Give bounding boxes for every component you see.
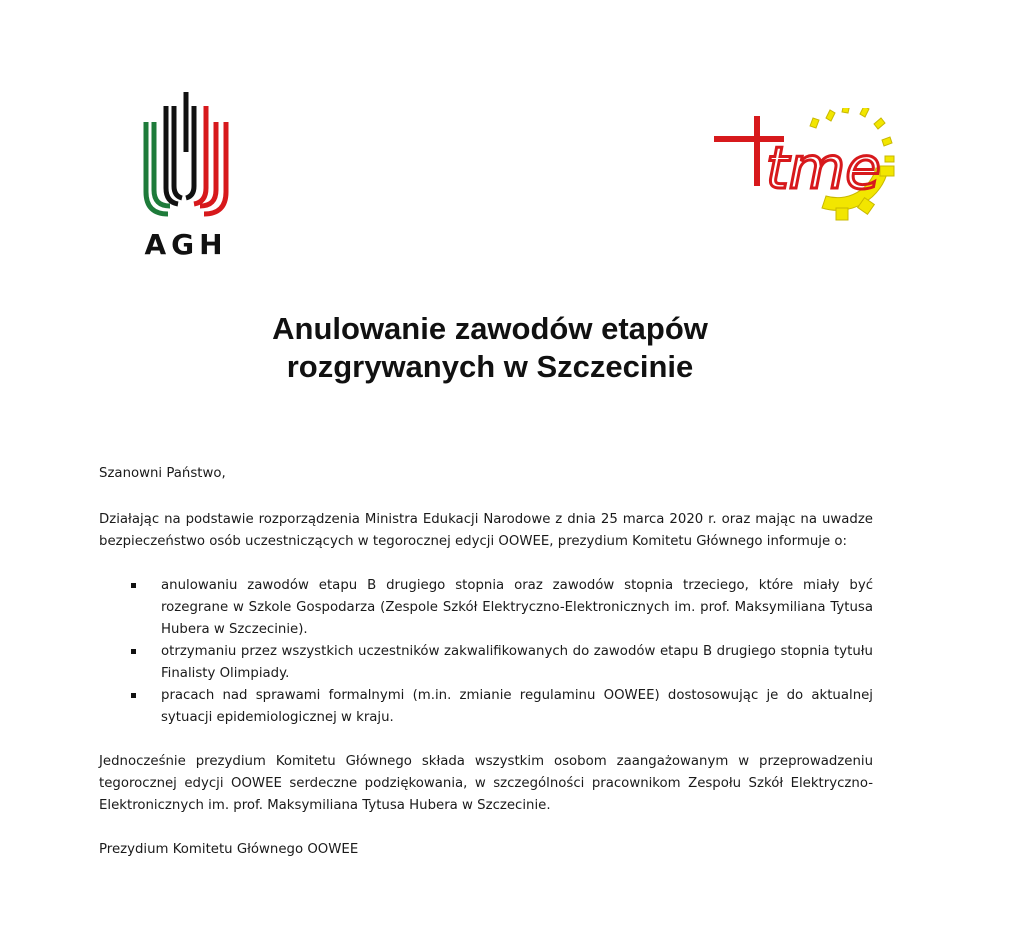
list-item xyxy=(99,641,873,685)
bullet-list xyxy=(99,575,873,729)
list-item xyxy=(99,575,873,641)
bullet-icon xyxy=(131,583,136,588)
tme-logo-icon xyxy=(710,108,900,228)
bullet-icon xyxy=(131,693,136,698)
list-item xyxy=(99,685,873,729)
salutation: Szanowni Państwo, xyxy=(99,466,226,481)
intro-paragraph: Działając na podstawie rozporządzenia Ministra Edukacji Narodowe z dnia 25 marca 2020 r. oraz mając na uwadze bezpieczeństwo osób uczestniczących w tegorocznej edycji OOWEE, prezydium Komitetu Głównego informuje o: xyxy=(99,512,873,549)
agh-logo-stripes-icon xyxy=(138,92,234,222)
page-title xyxy=(180,310,800,386)
list-item-text: otrzymaniu przez wszystkich uczestników zakwalifikowanych do zawodów etapu B drugiego stopnia tytułu Finalisty Olimpiady. xyxy=(161,644,873,681)
thanks-paragraph: Jednocześnie prezydium Komitetu Głównego składa wszystkim osobom zaangażowanym w przeprowadzeniu tegorocznej edycji OOWEE serdeczne podziękowania, w szczególności pracownikom Zespołu Szkół Elektryczno-Elektronicznych im. prof. Maksymiliana Tytusa Hubera w Szczecinie. xyxy=(99,754,873,813)
tme-logo xyxy=(710,108,900,228)
list-item-text: pracach nad sprawami formalnymi (m.in. zmianie regulaminu OOWEE) dostosowując je do aktualnej sytuacji epidemiologicznej w kraju. xyxy=(161,688,873,725)
letter-body xyxy=(99,463,873,861)
title-line-2: rozgrywanych w Szczecinie xyxy=(286,349,694,384)
agh-logo-text: AGH xyxy=(144,228,228,261)
tme-logo-text: tme xyxy=(766,134,881,202)
bullet-icon xyxy=(131,649,136,654)
agh-logo xyxy=(138,92,234,264)
signature: Prezydium Komitetu Głównego OOWEE xyxy=(99,842,359,857)
title-line-1: Anulowanie zawodów etapów xyxy=(272,311,708,346)
list-item-text: anulowaniu zawodów etapu B drugiego stopnia oraz zawodów stopnia trzeciego, które miały być rozegrane w Szkole Gospodarza (Zespole Szkół Elektryczno-Elektronicznych im. prof. Maksymiliana Tytusa Hubera w Szczecinie). xyxy=(161,578,873,637)
